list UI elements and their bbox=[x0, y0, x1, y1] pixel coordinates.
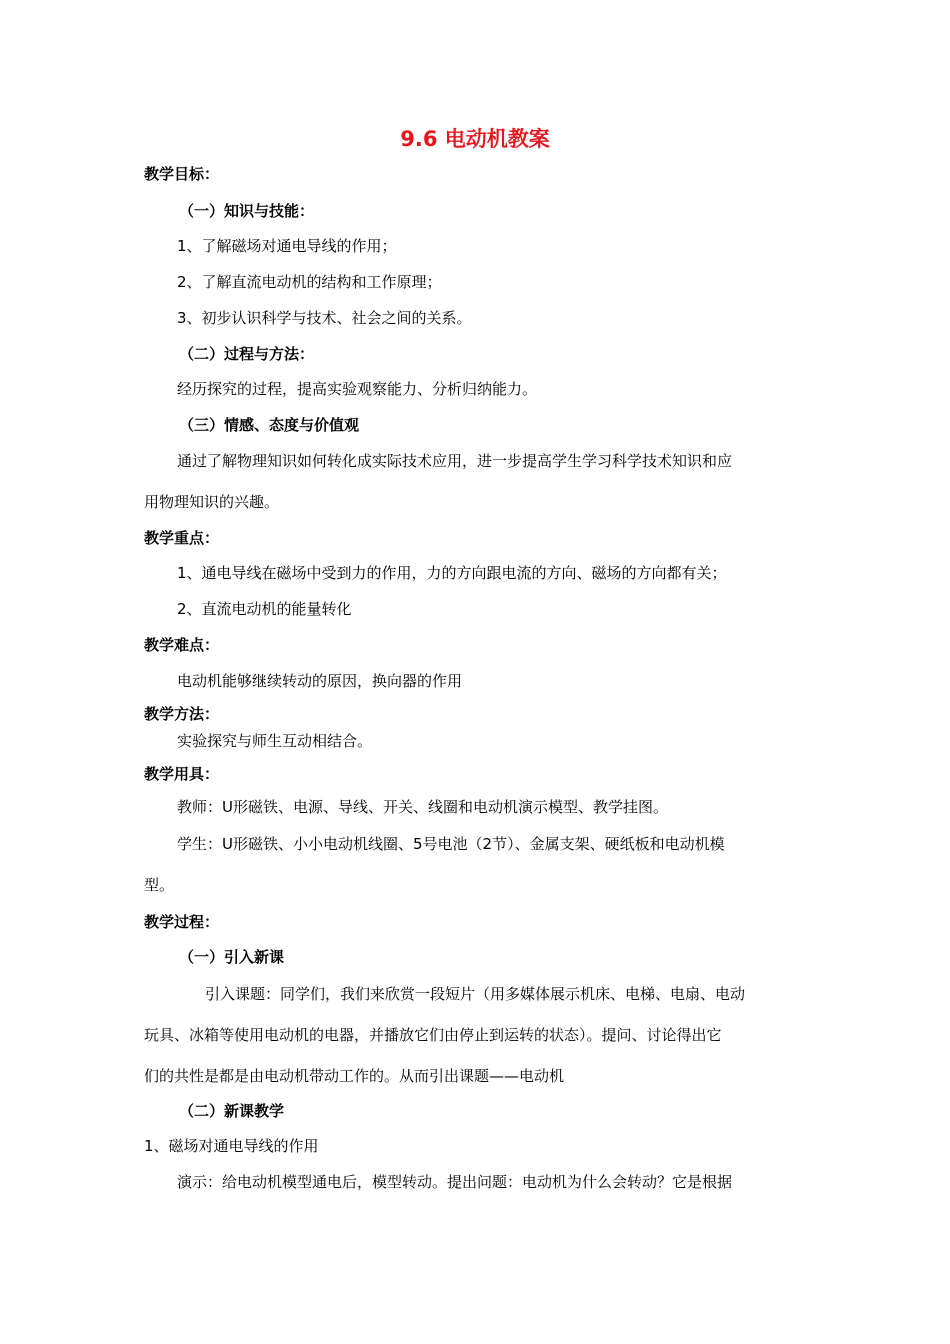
section-1-heading: 1、磁场对通电导线的作用 bbox=[144, 1137, 319, 1155]
intro-heading: （一）引入新课 bbox=[179, 948, 285, 966]
intro-text-line-2: 玩具、冰箱等使用电动机的电器，并播放它们由停止到运转的状态）。提问、讨论得出它 bbox=[144, 1026, 722, 1044]
knowledge-item-3: 3、初步认识科学与技术、社会之间的关系。 bbox=[177, 309, 472, 327]
tools-teacher: 教师：U形磁铁、电源、导线、开关、线圈和电动机演示模型、教学挂图。 bbox=[177, 798, 668, 816]
new-lesson-heading: （二）新课教学 bbox=[179, 1102, 285, 1120]
knowledge-item-2: 2、了解直流电动机的结构和工作原理； bbox=[177, 273, 442, 291]
key-points-heading: 教学重点： bbox=[144, 529, 220, 547]
emotion-text-line-1: 通过了解物理知识如何转化成实际技术应用，进一步提高学生学习科学技术知识和应 bbox=[177, 452, 733, 470]
difficulty-text: 电动机能够继续转动的原因，换向器的作用 bbox=[177, 672, 463, 690]
process-heading: （二）过程与方法： bbox=[179, 345, 315, 363]
knowledge-item-1: 1、了解磁场对通电导线的作用； bbox=[177, 237, 397, 255]
demo-text: 演示：给电动机模型通电后，模型转动。提出问题：电动机为什么会转动？它是根据 bbox=[177, 1173, 733, 1191]
emotion-heading: （三）情感、态度与价值观 bbox=[179, 416, 360, 434]
objectives-heading: 教学目标： bbox=[144, 165, 220, 183]
intro-text-line-3: 们的共性是都是由电动机带动工作的。从而引出课题——电动机 bbox=[144, 1067, 565, 1085]
key-point-2: 2、直流电动机的能量转化 bbox=[177, 600, 352, 618]
tools-student-line-2: 型。 bbox=[144, 876, 175, 894]
difficulty-heading: 教学难点： bbox=[144, 636, 220, 654]
document-title: 9.6 电动机教案 bbox=[400, 127, 550, 151]
method-heading: 教学方法： bbox=[144, 705, 220, 723]
intro-text-line-1: 引入课题：同学们，我们来欣赏一段短片（用多媒体展示机床、电梯、电扇、电动 bbox=[205, 985, 746, 1003]
knowledge-heading: （一）知识与技能： bbox=[179, 202, 315, 220]
tools-student-line-1: 学生：U形磁铁、小小电动机线圈、5号电池（2节）、金属支架、硬纸板和电动机模 bbox=[177, 835, 725, 853]
key-point-1: 1、通电导线在磁场中受到力的作用，力的方向跟电流的方向、磁场的方向都有关； bbox=[177, 564, 727, 582]
method-text: 实验探究与师生互动相结合。 bbox=[177, 732, 373, 750]
procedure-heading: 教学过程： bbox=[144, 913, 220, 931]
emotion-text-line-2: 用物理知识的兴趣。 bbox=[144, 493, 280, 511]
process-text: 经历探究的过程，提高实验观察能力、分析归纳能力。 bbox=[177, 380, 538, 398]
tools-heading: 教学用具： bbox=[144, 765, 220, 783]
